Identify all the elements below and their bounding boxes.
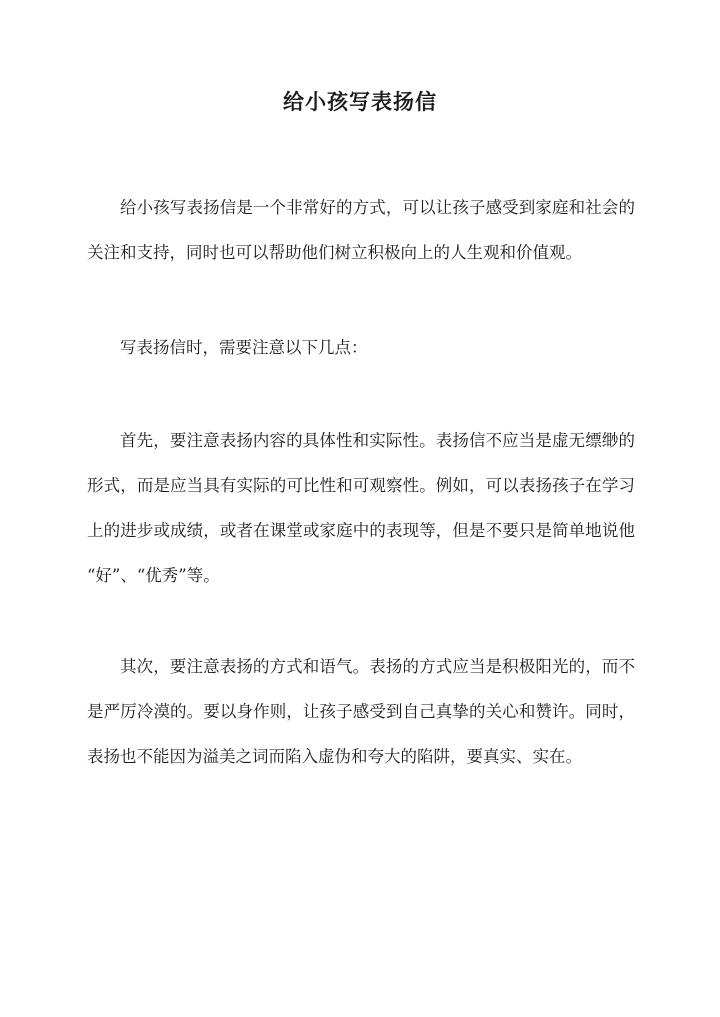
- paragraph-second-point: 其次，要注意表扬的方式和语气。表扬的方式应当是积极阳光的，而不是严厉冷漠的。要以身作则，让孩子感受到自己真挚的关心和赞许。同时，表扬也不能因为溢美之词而陷入虚伪和夸大的陷阱，要真实、实在。: [87, 657, 635, 766]
- document-title: 给小孩写表扬信: [283, 89, 437, 114]
- paragraph-intro: 给小孩写表扬信是一个非常好的方式，可以让孩子感受到家庭和社会的关注和支持，同时也可以帮助他们树立积极向上的人生观和价值观。: [87, 198, 635, 262]
- paragraph-first-point: 首先，要注意表扬内容的具体性和实际性。表扬信不应当是虚无缥缈的形式，而是应当具有实际的可比性和可观察性。例如，可以表扬孩子在学习上的进步或成绩，或者在课堂或家庭中的表现等，但是不要只是简单地说他 “好”、“优秀”等。: [87, 431, 635, 585]
- paragraph-points-heading: 写表扬信时，需要注意以下几点：: [120, 338, 368, 357]
